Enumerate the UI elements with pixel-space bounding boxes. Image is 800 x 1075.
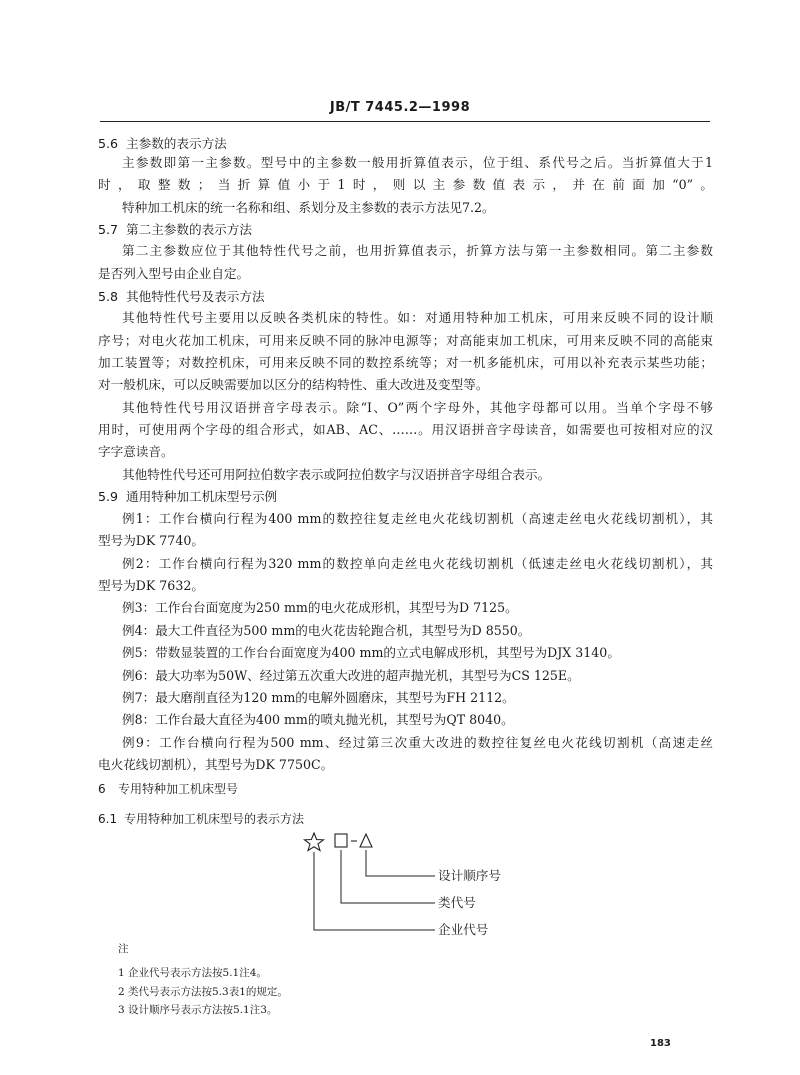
paragraph-line: 加工装置等；对数控机床，可用来反映不同的数控系统等；对一机多能机床，可用以补充表示某些功能； bbox=[98, 355, 713, 370]
paragraph-line: 第二主参数应位于其他特性代号之前，也用折算值表示，折算方法与第一主参数相同。第二主参数 bbox=[122, 243, 713, 258]
example-line: 电火花线切割机），其型号为DK 7750C。 bbox=[98, 757, 334, 772]
paragraph-line: 其他特性代号用汉语拼音字母表示。除“I、O”两个字母外，其他字母都可以用。当单个字母不够 bbox=[122, 400, 713, 415]
example-line: 例1：工作台横向行程为400 mm的数控往复走丝电火花线切割机（高速走丝电火花线切割机），其 bbox=[122, 511, 713, 526]
leader-line-enterprise bbox=[314, 852, 435, 930]
paragraph-line: 字字意读音。 bbox=[98, 444, 174, 459]
chapter-heading-6: 6 专用特种加工机床型号 bbox=[98, 782, 239, 796]
paragraph-line: 用时，可使用两个字母的组合形式，如AB、AC、……。用汉语拼音字母读音，如需要也可按相对应的汉 bbox=[98, 422, 713, 437]
example-line: 例2：工作台横向行程为320 mm的数控单向走丝电火花线切割机（低速走丝电火花线切割机），其 bbox=[122, 556, 713, 571]
header-rule bbox=[100, 121, 710, 122]
page-number: 183 bbox=[650, 1038, 671, 1049]
paragraph-line: 其他特性代号主要用以反映各类机床的特性。如：对通用特种加工机床，可用来反映不同的设计顺 bbox=[122, 310, 713, 325]
section-heading-5-9: 5.9 通用特种加工机床型号示例 bbox=[98, 489, 278, 504]
example-line: 例9：工作台横向行程为500 mm、经过第三次重大改进的数控往复丝电火花线切割机（高速走丝 bbox=[122, 735, 713, 750]
example-line: 型号为DK 7740。 bbox=[98, 533, 204, 548]
example-line: 例8：工作台最大直径为400 mm的喷丸抛光机，其型号为QT 8040。 bbox=[122, 712, 514, 727]
triangle-symbol-icon bbox=[360, 834, 372, 847]
notes-heading: 注 bbox=[118, 943, 129, 955]
section-heading-5-6: 5.6 主参数的表示方法 bbox=[98, 136, 227, 151]
label-enterprise-code: 企业代号 bbox=[438, 922, 489, 937]
paragraph-line: 其他特性代号还可用阿拉伯数字表示或阿拉伯数字与汉语拼音字母组合表示。 bbox=[122, 467, 551, 482]
label-design-sequence: 设计顺序号 bbox=[438, 868, 501, 883]
paragraph-line: 是否列入型号由企业自定。 bbox=[98, 266, 250, 281]
example-line: 例3：工作台台面宽度为250 mm的电火花成形机，其型号为D 7125。 bbox=[122, 600, 518, 615]
paragraph-line: 对一般机床，可以反映需要加以区分的结构特性、重大改进及变型等。 bbox=[98, 377, 489, 392]
leader-line-sequence bbox=[366, 850, 435, 876]
example-line: 例5：带数显装置的工作台台面宽度为400 mm的立式电解成形机，其型号为DJX 3140。 bbox=[122, 645, 620, 660]
section-heading-6-1: 6.1 专用特种加工机床型号的表示方法 bbox=[98, 812, 305, 826]
note-item: 2 类代号表示方法按5.3表1的规定。 bbox=[118, 986, 288, 998]
example-line: 例6：最大功率为50W、经过第五次重大改进的超声抛光机，其型号为CS 125E。 bbox=[122, 668, 580, 683]
model-notation-diagram bbox=[300, 830, 520, 944]
standard-header: JB/T 7445.2—1998 bbox=[329, 100, 471, 115]
example-line: 例4：最大工件直径为500 mm的电火花齿轮跑合机，其型号为D 8550。 bbox=[122, 623, 531, 638]
paragraph-line: 时，取整数；当折算值小于1时，则以主参数值表示，并在前面加“0”。 bbox=[98, 177, 713, 192]
paragraph-line: 主参数即第一主参数。型号中的主参数一般用折算值表示，位于组、系代号之后。当折算值大于1 bbox=[122, 155, 713, 170]
section-heading-5-7: 5.7 第二主参数的表示方法 bbox=[98, 222, 252, 237]
square-symbol-icon bbox=[335, 834, 347, 847]
example-line: 例7：最大磨削直径为120 mm的电解外圆磨床，其型号为FH 2112。 bbox=[122, 690, 515, 705]
paragraph-line: 序号；对电火花加工机床，可用来反映不同的脉冲电源等；对高能束加工机床，可用来反映不同的高能束 bbox=[98, 333, 713, 348]
paragraph-line: 特种加工机床的统一名称和组、系划分及主参数的表示方法见7.2。 bbox=[122, 200, 495, 215]
label-category-code: 类代号 bbox=[438, 895, 476, 910]
section-heading-5-8: 5.8 其他特性代号及表示方法 bbox=[98, 289, 265, 304]
note-item: 3 设计顺序号表示方法按5.1注3。 bbox=[118, 1004, 278, 1016]
example-line: 型号为DK 7632。 bbox=[98, 578, 204, 593]
note-item: 1 企业代号表示方法按5.1注4。 bbox=[118, 967, 267, 979]
star-symbol-icon bbox=[305, 833, 324, 851]
